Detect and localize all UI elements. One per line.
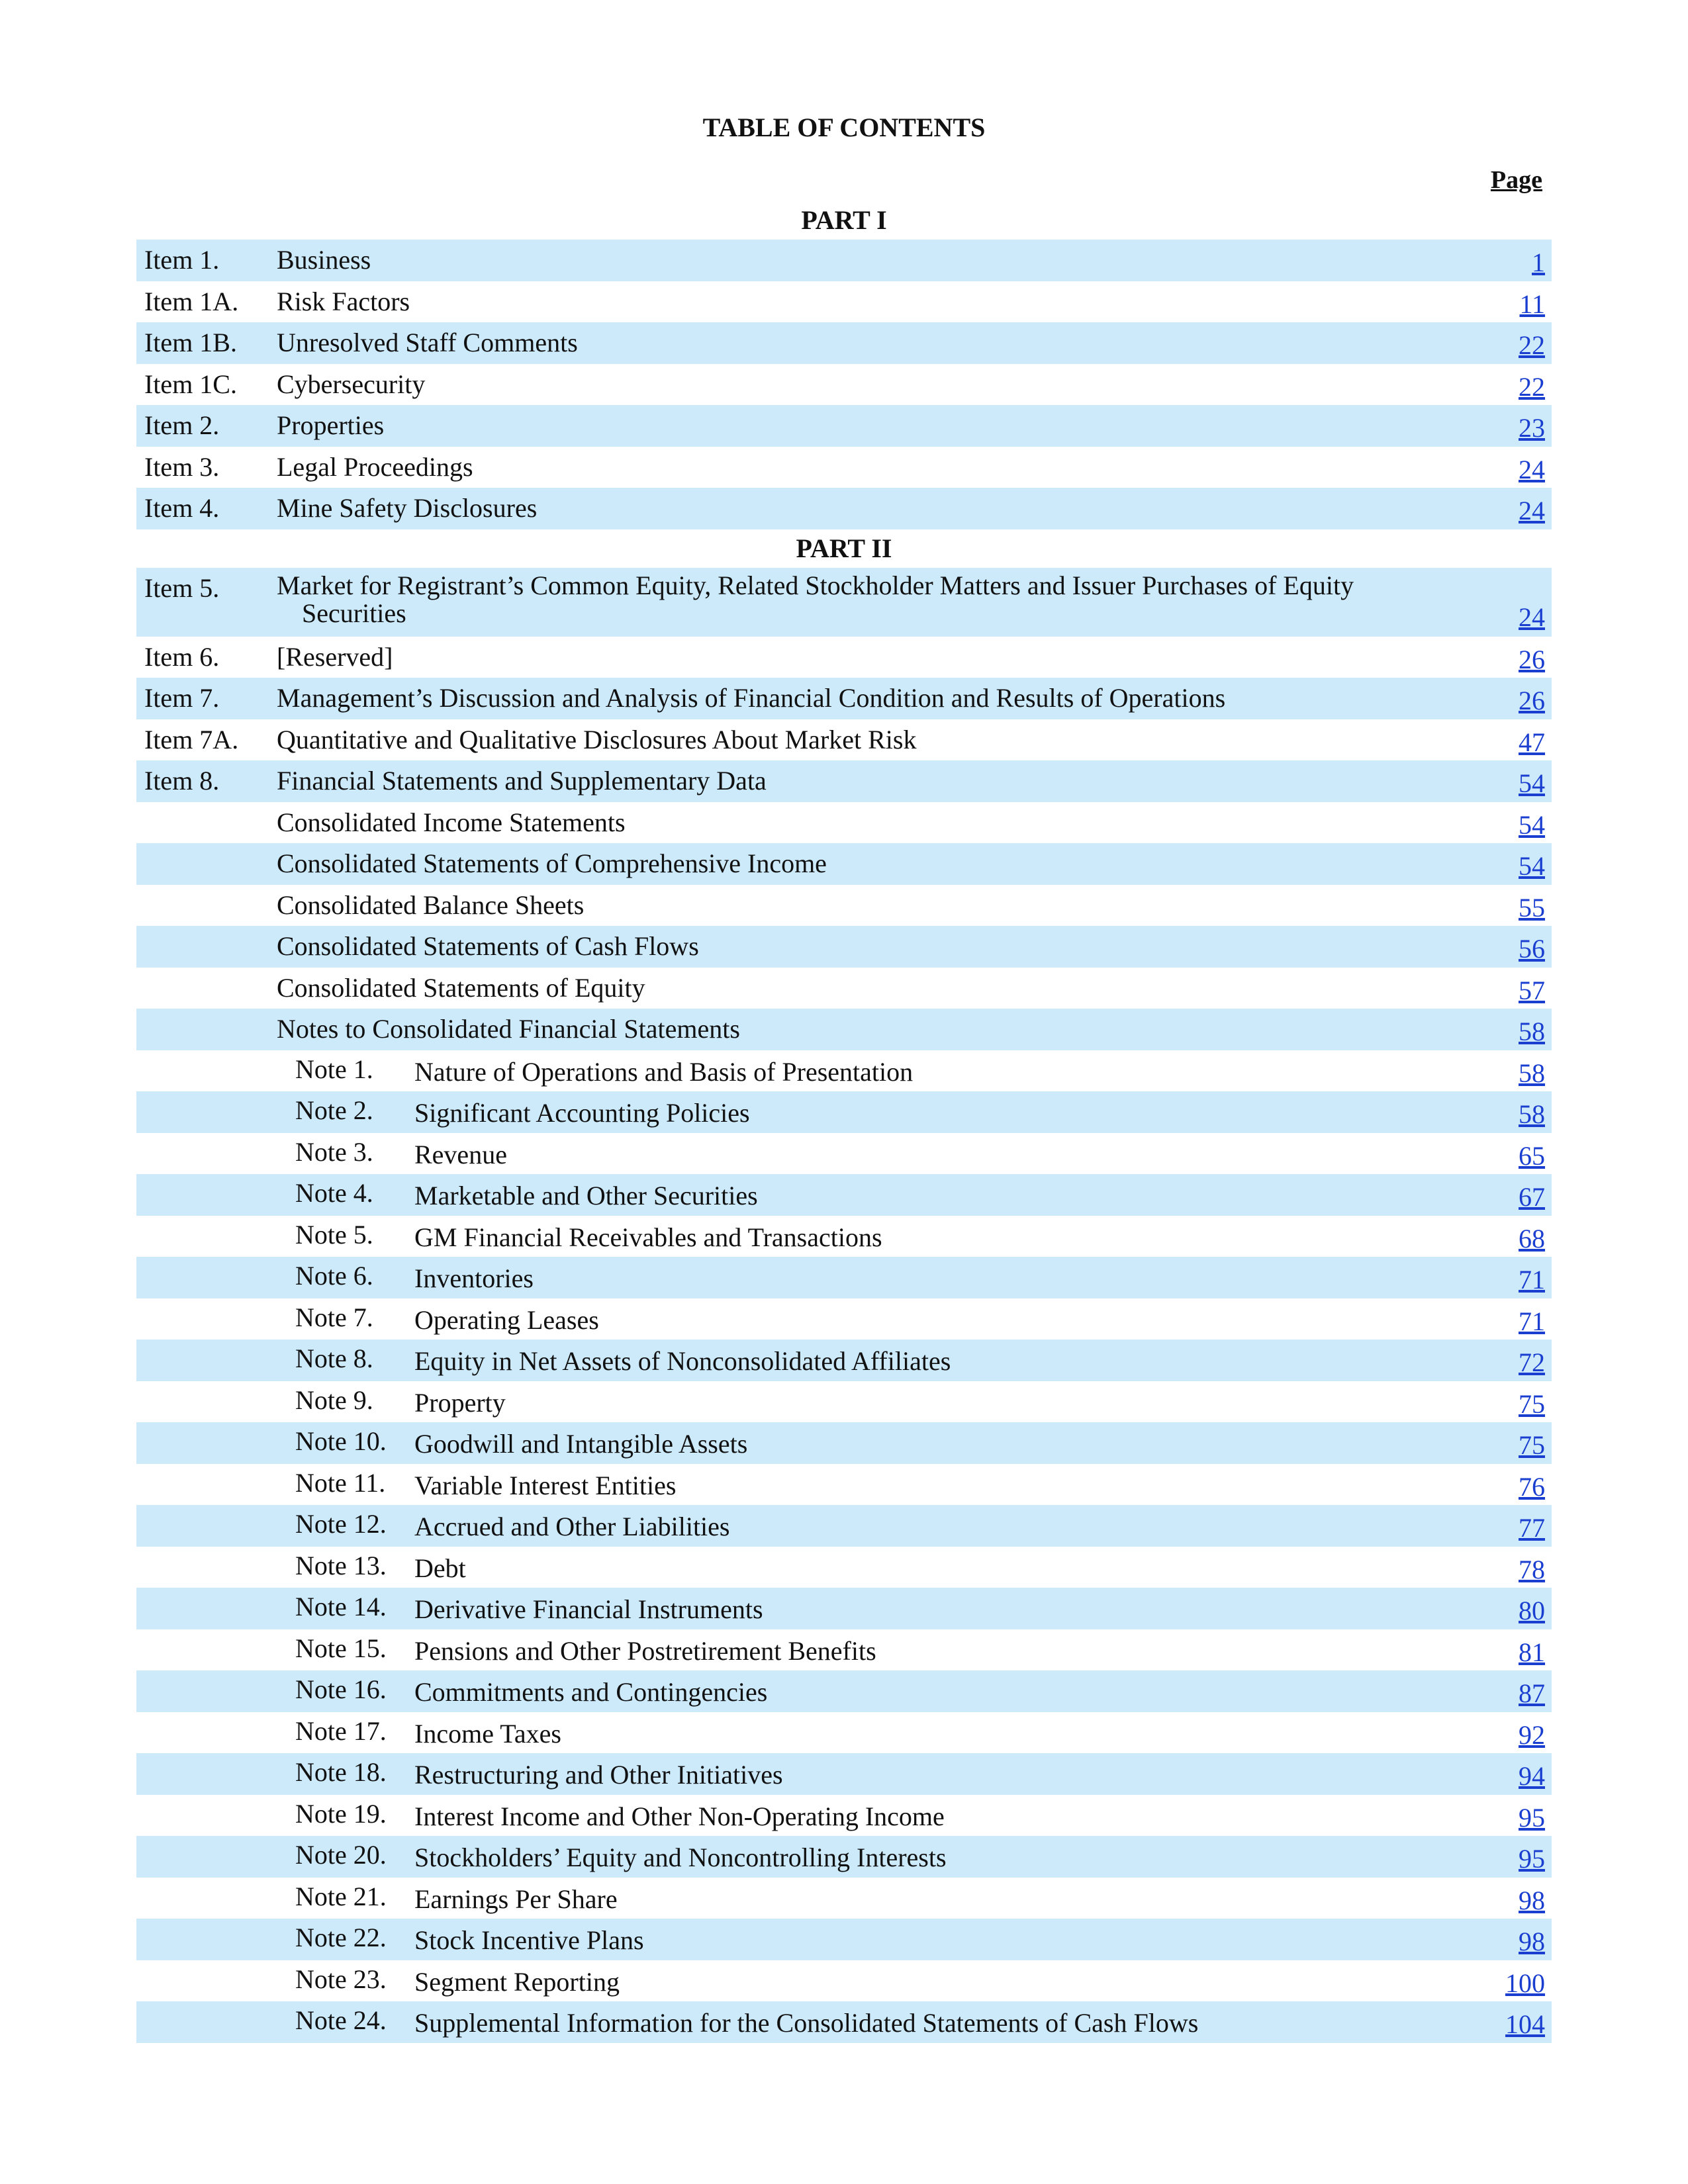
part-heading: PART I: [136, 201, 1552, 240]
toc-note-row: [136, 1422, 1552, 1464]
page-link[interactable]: 47: [1519, 727, 1545, 757]
page-link[interactable]: 72: [1519, 1347, 1545, 1377]
page-column-header: Page: [1490, 166, 1542, 194]
toc-entry-title: Income Taxes: [414, 1718, 561, 1749]
item-number: Item 3.: [144, 451, 220, 482]
page-link[interactable]: 98: [1519, 1927, 1545, 1956]
toc-entry-title: Consolidated Balance Sheets: [277, 889, 585, 920]
page-link[interactable]: 104: [1505, 2009, 1545, 2039]
page-link[interactable]: 24: [1519, 496, 1545, 525]
note-number: Note 4.: [295, 1178, 373, 1208]
toc-entry-title: Property: [414, 1387, 506, 1418]
toc-note-row: [136, 1878, 1552, 1919]
toc-item-row: [136, 364, 1552, 406]
toc-entry-title: Revenue: [414, 1139, 507, 1169]
toc-entry-title: Derivative Financial Instruments: [414, 1594, 763, 1624]
toc-entry-title: Consolidated Statements of Cash Flows: [277, 931, 699, 961]
item-number: Item 1B.: [144, 328, 237, 357]
page-link[interactable]: 23: [1519, 413, 1545, 443]
page-link[interactable]: 58: [1519, 1099, 1545, 1129]
toc-entry-title: Cybersecurity: [277, 369, 426, 399]
part-heading: PART II: [136, 529, 1552, 568]
toc-entry-title: Variable Interest Entities: [414, 1470, 677, 1500]
toc-item-row: [136, 637, 1552, 678]
toc-note-row: [136, 1629, 1552, 1671]
toc-note-row: [136, 1753, 1552, 1795]
toc-note-row: [136, 1381, 1552, 1423]
page-link[interactable]: 26: [1519, 686, 1545, 715]
page-link[interactable]: 58: [1519, 1017, 1545, 1046]
toc-item-row: [136, 568, 1552, 637]
page-link[interactable]: 67: [1519, 1182, 1545, 1212]
item-number: Item 2.: [144, 410, 220, 440]
page-link[interactable]: 98: [1519, 1885, 1545, 1915]
note-number: Note 1.: [295, 1054, 373, 1084]
note-number: Note 19.: [295, 1798, 387, 1829]
page-link[interactable]: 95: [1519, 1844, 1545, 1874]
toc-item-row: [136, 968, 1552, 1009]
page-link[interactable]: 92: [1519, 1719, 1545, 1750]
page-link[interactable]: 22: [1519, 330, 1545, 360]
toc-item-row: [136, 719, 1552, 761]
page-link[interactable]: 100: [1505, 1968, 1545, 1998]
page-link[interactable]: 77: [1519, 1513, 1545, 1543]
page-link[interactable]: 80: [1519, 1596, 1545, 1625]
toc-table: [136, 201, 1552, 2043]
toc-entry-title: Consolidated Income Statements: [277, 807, 626, 837]
toc-entry-title: Quantitative and Qualitative Disclosures About Market Risk: [277, 724, 917, 754]
toc-entry-title: Stock Incentive Plans: [414, 1925, 644, 1955]
note-number: Note 17.: [295, 1715, 387, 1746]
toc-entry-title-continuation: Securities: [302, 598, 406, 628]
toc-entry-title: Equity in Net Assets of Nonconsolidated Affiliates: [414, 1346, 951, 1376]
toc-item-row: [136, 405, 1552, 447]
item-number: Item 8.: [144, 766, 220, 796]
toc-item-row: [136, 1009, 1552, 1050]
page-link[interactable]: 58: [1519, 1058, 1545, 1088]
toc-note-row: [136, 1340, 1552, 1381]
note-number: Note 2.: [295, 1095, 373, 1125]
toc-entry-title: Nature of Operations and Basis of Presentation: [414, 1056, 914, 1087]
toc-note-row: [136, 1133, 1552, 1175]
toc-note-row: [136, 1091, 1552, 1133]
note-number: Note 12.: [295, 1509, 387, 1539]
note-number: Note 24.: [295, 2005, 387, 2035]
page-link[interactable]: 55: [1519, 892, 1545, 923]
page-link[interactable]: 54: [1519, 768, 1545, 798]
page-link[interactable]: 87: [1519, 1678, 1545, 1708]
note-number: Note 3.: [295, 1136, 373, 1167]
toc-item-row: [136, 488, 1552, 529]
toc-entry-title: Financial Statements and Supplementary Data: [277, 766, 767, 796]
toc-entry-title: Management’s Discussion and Analysis of Financial Condition and Results of Operations: [277, 683, 1226, 713]
toc-entry-title: Notes to Consolidated Financial Statements: [277, 1014, 740, 1044]
toc-entry-title: Business: [277, 245, 371, 275]
note-number: Note 16.: [295, 1674, 387, 1704]
note-number: Note 18.: [295, 1757, 387, 1787]
item-number: Item 7A.: [144, 724, 239, 754]
toc-entry-title: Marketable and Other Securities: [414, 1181, 758, 1210]
toc-entry-title: Mine Safety Disclosures: [277, 493, 538, 523]
page-link[interactable]: 76: [1519, 1471, 1545, 1502]
page-link[interactable]: 11: [1519, 289, 1545, 319]
toc-item-row: [136, 281, 1552, 323]
page-link[interactable]: 71: [1519, 1306, 1545, 1336]
page-link[interactable]: 75: [1519, 1430, 1545, 1460]
toc-entry-title: Significant Accounting Policies: [414, 1098, 750, 1128]
toc-note-row: [136, 1919, 1552, 1960]
toc-note-row: [136, 2001, 1552, 2043]
note-number: Note 15.: [295, 1633, 387, 1663]
toc-entry-title: Commitments and Contingencies: [414, 1677, 768, 1707]
toc-note-row: [136, 1464, 1552, 1506]
note-number: Note 9.: [295, 1385, 373, 1415]
page-link[interactable]: 94: [1519, 1761, 1545, 1791]
note-number: Note 21.: [295, 1881, 387, 1911]
toc-entry-title: Consolidated Statements of Equity: [277, 972, 645, 1003]
toc-entry-title: Supplemental Information for the Consolidated Statements of Cash Flows: [414, 2008, 1199, 2038]
item-number: Item 1C.: [144, 369, 237, 399]
item-number: Item 1.: [144, 245, 220, 275]
toc-entry-title: Properties: [277, 410, 385, 440]
toc-note-row: [136, 1050, 1552, 1092]
toc-entry-title: Restructuring and Other Initiatives: [414, 1760, 783, 1790]
page-link[interactable]: 26: [1519, 644, 1545, 674]
toc-entry-title: Inventories: [414, 1263, 534, 1293]
page-link[interactable]: 22: [1519, 371, 1545, 402]
toc-note-row: [136, 1174, 1552, 1216]
toc-note-row: [136, 1670, 1552, 1712]
toc-note-row: [136, 1505, 1552, 1547]
note-number: Note 20.: [295, 1840, 387, 1870]
page-link[interactable]: 68: [1519, 1223, 1545, 1253]
toc-entry-title: [277, 572, 1354, 627]
toc-entry-title: Unresolved Staff Comments: [277, 328, 578, 357]
toc-entry-title: [Reserved]: [277, 641, 393, 672]
toc-entry-title: Interest Income and Other Non-Operating Income: [414, 1801, 945, 1831]
item-number: Item 7.: [144, 683, 220, 713]
toc-entry-title: Debt: [414, 1553, 466, 1583]
page-link[interactable]: 1: [1532, 248, 1545, 277]
toc-note-row: [136, 1257, 1552, 1298]
toc-entry-title: GM Financial Receivables and Transactions: [414, 1222, 882, 1252]
toc-item-row: [136, 885, 1552, 927]
page-link[interactable]: 78: [1519, 1554, 1545, 1584]
note-number: Note 14.: [295, 1592, 387, 1621]
page-link[interactable]: 54: [1519, 809, 1545, 840]
page-link[interactable]: 24: [1519, 602, 1545, 632]
toc-item-row: [136, 322, 1552, 364]
toc-note-row: [136, 1216, 1552, 1257]
toc-note-row: [136, 1298, 1552, 1340]
toc-note-row: [136, 1795, 1552, 1837]
toc-entry-title: Operating Leases: [414, 1304, 599, 1335]
page-link[interactable]: 54: [1519, 851, 1545, 881]
toc-item-row: [136, 760, 1552, 802]
toc-entry-title: Pensions and Other Postretirement Benefits: [414, 1635, 876, 1666]
toc-note-row: [136, 1547, 1552, 1588]
note-number: Note 8.: [295, 1343, 373, 1373]
page-link[interactable]: 56: [1519, 934, 1545, 964]
toc-entry-title: Risk Factors: [277, 286, 410, 316]
toc-entry-title: Segment Reporting: [414, 1966, 620, 1997]
page-link[interactable]: 65: [1519, 1140, 1545, 1171]
toc-item-row: [136, 802, 1552, 844]
item-number: Item 1A.: [144, 286, 239, 316]
item-number: Item 6.: [144, 641, 220, 672]
toc-entry-title: Stockholders’ Equity and Noncontrolling Interests: [414, 1843, 947, 1872]
note-number: Note 23.: [295, 1964, 387, 1994]
toc-item-row: [136, 843, 1552, 885]
item-number: Item 5.: [144, 572, 220, 603]
toc-note-row: [136, 1960, 1552, 2002]
toc-entry-title: Goodwill and Intangible Assets: [414, 1429, 748, 1459]
toc-entry-title: Accrued and Other Liabilities: [414, 1512, 730, 1541]
toc-title: TABLE OF CONTENTS: [702, 113, 986, 142]
note-number: Note 22.: [295, 1923, 387, 1952]
page-link[interactable]: 95: [1519, 1802, 1545, 1833]
note-number: Note 6.: [295, 1261, 373, 1291]
toc-item-row: [136, 926, 1552, 968]
toc-item-row: [136, 678, 1552, 719]
toc-item-row: [136, 447, 1552, 488]
note-number: Note 10.: [295, 1426, 387, 1456]
toc-entry-title-line: Market for Registrant’s Common Equity, Related Stockholder Matters and Issuer Purchases of Equity: [277, 570, 1354, 600]
toc-note-row: [136, 1712, 1552, 1754]
note-number: Note 13.: [295, 1550, 387, 1580]
item-number: Item 4.: [144, 493, 220, 523]
toc-note-row: [136, 1836, 1552, 1878]
toc-note-row: [136, 1588, 1552, 1629]
page-link[interactable]: 75: [1519, 1388, 1545, 1419]
page-link[interactable]: 81: [1519, 1637, 1545, 1667]
toc-entry-title: Legal Proceedings: [277, 451, 473, 482]
note-number: Note 11.: [295, 1467, 386, 1498]
page-link[interactable]: 71: [1519, 1265, 1545, 1295]
toc-entry-title: Consolidated Statements of Comprehensive Income: [277, 848, 827, 878]
toc-item-row: [136, 240, 1552, 281]
toc-entry-title: Earnings Per Share: [414, 1884, 618, 1914]
note-number: Note 5.: [295, 1219, 373, 1250]
note-number: Note 7.: [295, 1302, 373, 1332]
page-link[interactable]: 57: [1519, 975, 1545, 1005]
page-link[interactable]: 24: [1519, 454, 1545, 484]
